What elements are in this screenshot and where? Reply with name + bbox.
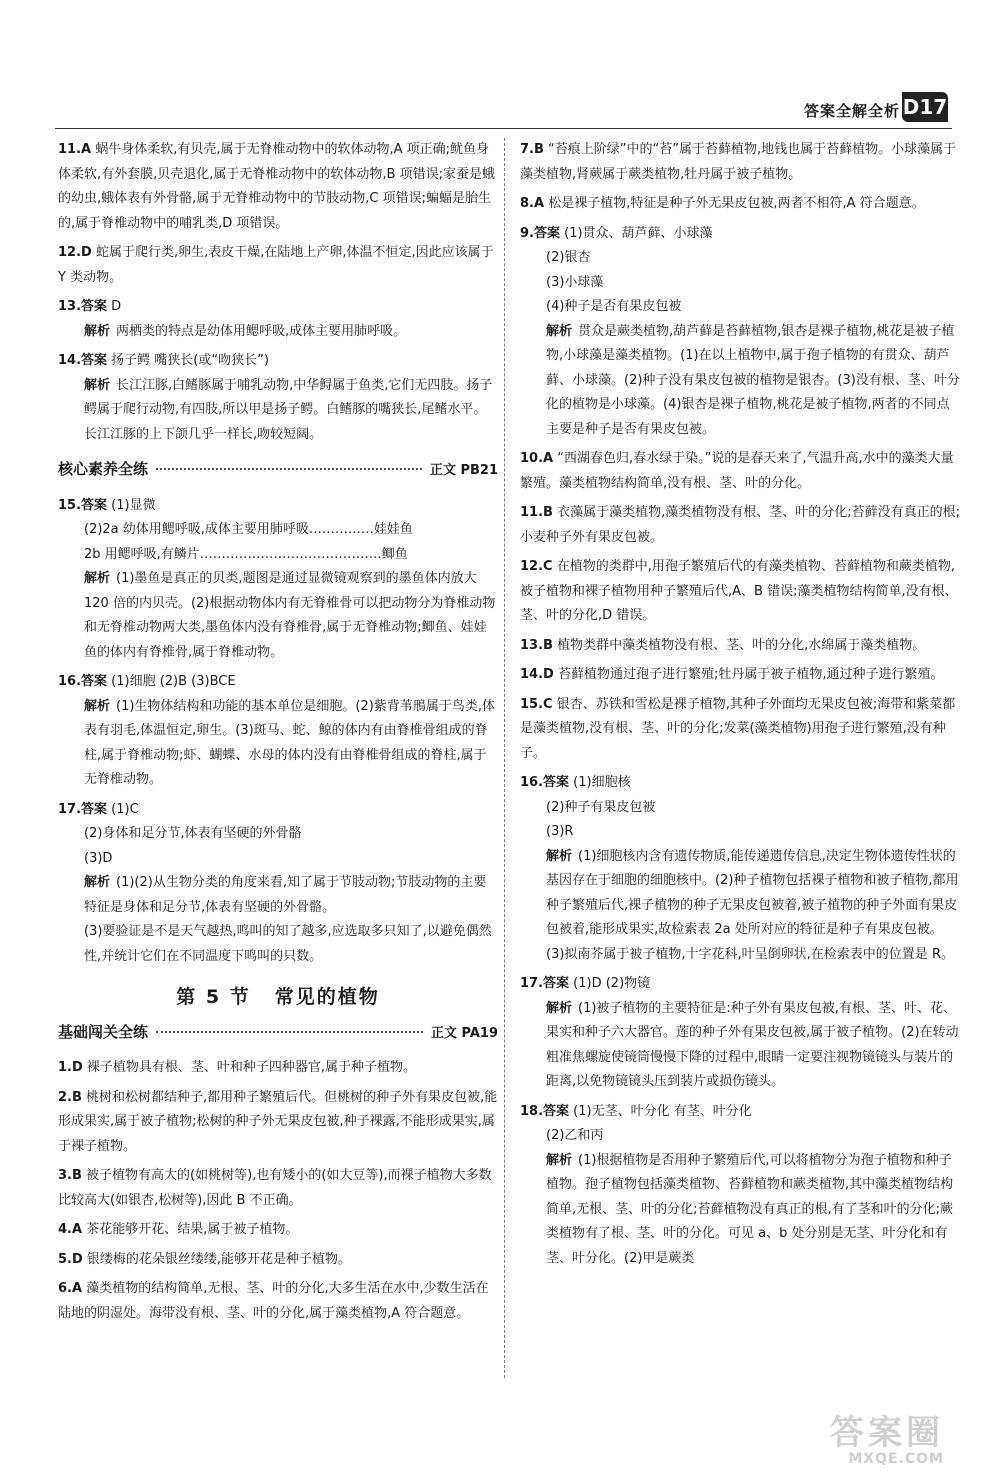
page-number-badge: D17 xyxy=(902,92,948,122)
answer-item xyxy=(520,693,960,767)
answer-item xyxy=(520,501,960,550)
explanation-label: 解析 xyxy=(84,698,111,714)
answer-group-plants-cont xyxy=(520,138,960,1271)
question-number: 4.A xyxy=(58,1222,83,1237)
question-number: 11.A xyxy=(58,142,92,157)
answer-item xyxy=(58,1164,498,1213)
answer-text: (1)贯众、葫芦藓、小球藻 xyxy=(564,225,713,241)
answer-item xyxy=(520,222,960,443)
explanation xyxy=(58,871,498,920)
answer-text: 衣藻属于藻类植物,藻类植物没有根、茎、叶的分化;苔藓没有真正的根;小麦种子外有果皮包被。 xyxy=(520,505,960,545)
explanation xyxy=(58,567,498,665)
explanation xyxy=(520,1149,960,1272)
answer-item xyxy=(58,295,498,344)
answer-item xyxy=(58,241,498,290)
explanation-text: (1)被子植物的主要特征是:种子外有果皮包被,有根、茎、叶、花、果实和种子六大器官。莲的种子外有果皮包被,属于被子植物。(2)在转动粗准焦螺旋使镜筒慢慢下降的过程中,眼睛一定要注视物镜镜头与装片的距离,以免物镜镜头压到装片或损伤镜头。 xyxy=(546,1000,959,1089)
explanation-text: (1)生物体结构和功能的基本单位是细胞。(2)紫背苇鳽属于鸟类,体表有羽毛,体温恒定,卵生。(3)斑马、蛇、鲸的体内有由脊椎骨组成的脊柱,属于脊椎动物;虾、蝴蝶、水母的体内没有由脊椎骨组成的脊柱,属于无脊椎动物。 xyxy=(84,698,495,787)
answer-text: (1)无茎、叶分化 有茎、叶分化 xyxy=(573,1103,752,1119)
answer-line xyxy=(58,1086,498,1160)
answer-line xyxy=(520,447,960,496)
section-title: 核心素养全练 xyxy=(58,460,149,478)
question-number: 2.B xyxy=(58,1089,82,1105)
answer-line xyxy=(58,295,498,320)
question-number: 18.答案 xyxy=(520,1103,570,1119)
question-number: 8.A xyxy=(520,196,545,211)
answer-text: 被子植物有高大的(如桃树等),也有矮小的(如大豆等),而裸子植物大多数比较高大(如银杏,松树等),因此 B 不正确。 xyxy=(58,1168,492,1208)
question-number: 15.C xyxy=(520,696,553,712)
answer-item xyxy=(58,1218,498,1243)
explanation-label: 解析 xyxy=(84,323,111,339)
answer-item xyxy=(520,138,960,187)
explanation xyxy=(58,920,498,969)
explanation xyxy=(520,997,960,1095)
explanation-label: 解析 xyxy=(546,1152,573,1168)
header-title: 答案全解全析 xyxy=(803,102,900,120)
answer-text: 银杏、苏铁和雪松是裸子植物,其种子外面均无果皮包被;海带和紫菜都是藻类植物,没有根、茎、叶的分化;发菜(藻类植物)用孢子进行繁殖,没有种子。 xyxy=(520,696,956,761)
answer-item xyxy=(58,1277,498,1326)
explanation-label: 解析 xyxy=(84,875,111,890)
answer-subline: (3)D xyxy=(84,850,113,866)
answer-group-animals xyxy=(58,138,498,447)
explanation-text: (1)根据植物是否用种子繁殖后代,可以将植物分为孢子植物和种子植物。孢子植物包括藻类植物、苔藓植物和蕨类植物,其中藻类植物结构简单,无根、茎、叶的分化;苔藓植物没有真正的根,有了茎和叶的分化;蕨类植物有了根、茎、叶的分化。可见 a、b 处分别是无茎、叶分化和有茎、叶分化。(2)甲是蕨类 xyxy=(546,1152,954,1266)
question-number: 15.答案 xyxy=(58,497,108,513)
answer-text: 扬子鳄 嘴狭长(或“吻狭长”) xyxy=(111,353,269,368)
site-watermark xyxy=(812,1401,952,1471)
answer-line xyxy=(58,494,498,519)
leader-dots xyxy=(156,468,422,470)
answer-text: “西湖春色归,春水绿于染。”说的是春天来了,气温升高,水中的藻类大量繁殖。藻类植物结构简单,没有根、茎、叶的分化。 xyxy=(520,451,954,491)
answer-subline: (3)小球藻 xyxy=(546,274,604,290)
answer-line xyxy=(520,771,960,796)
answer-text: 裸子植物具有根、茎、叶和种子四种器官,属于种子植物。 xyxy=(86,1060,417,1075)
question-number: 17.答案 xyxy=(520,976,570,991)
answer-item xyxy=(520,663,960,688)
explanation-label: 解析 xyxy=(546,848,573,864)
explanation xyxy=(58,374,498,448)
answer-text: (1)C xyxy=(111,801,139,817)
answer-item xyxy=(520,972,960,1095)
answer-line xyxy=(58,1056,498,1081)
answer-item xyxy=(58,1248,498,1273)
explanation-text: (1)细胞核内含有遗传物质,能传递遗传信息,决定生物体遗传性状的基因存在于细胞的细胞核中。(2)种子植物包括裸子植物和被子植物,都用种子繁殖后代,裸子植物的种子无果皮包被着,被子植物的种子外面有果皮包被着,能形成果实,故检索表 2a 处所对应的特征是种子有果皮包被。(3)拟南芥属于被子植物,十字花科,叶呈倒卵状,在检索表中的位置是 R。 xyxy=(546,848,959,962)
question-number: 13.B xyxy=(520,637,553,653)
answer-line xyxy=(520,634,960,659)
answer-line xyxy=(58,798,498,823)
answer-text: 松是裸子植物,特征是种子外无果皮包被,两者不相符,A 符合题意。 xyxy=(548,196,925,211)
watermark-logo-text: 答案圈 xyxy=(830,1413,944,1453)
answer-text: (1)显微 xyxy=(111,497,156,513)
question-number: 13.答案 xyxy=(58,299,108,314)
answer-text: (1)细胞 (2)B (3)BCE xyxy=(111,674,236,689)
chapter-number: 第 5 节 xyxy=(176,986,251,1008)
answer-text: (1)细胞核 xyxy=(573,775,631,790)
explanation xyxy=(520,320,960,443)
explanation-text: 两栖类的特点是幼体用鳃呼吸,成体主要用肺呼吸。 xyxy=(116,323,407,339)
answer-text: 蛇属于爬行类,卵生,表皮干燥,在陆地上产卵,体温不恒定,因此应该属于 Y 类动物。 xyxy=(58,245,494,285)
left-column xyxy=(58,138,498,1331)
explanation-label: 解析 xyxy=(84,571,111,586)
answer-subline: (2)银杏 xyxy=(546,250,591,265)
question-number: 12.C xyxy=(520,559,553,574)
answer-line xyxy=(58,670,498,695)
answer-item xyxy=(520,771,960,967)
answer-text: 植物类群中藻类植物没有根、茎、叶的分化,水绵属于藻类植物。 xyxy=(557,637,926,653)
header-rule xyxy=(55,128,952,129)
answer-item xyxy=(520,555,960,629)
answer-text: 藻类植物的结构简单,无根、茎、叶的分化,大多生活在水中,少数生活在陆地的阴湿处。海带没有根、茎、叶的分化,属于藻类植物,A 符合题意。 xyxy=(58,1281,489,1321)
section-reference: 正文 PA19 xyxy=(430,1025,498,1041)
answer-subline: (2)2a 幼体用鳃呼吸,成体主要用肺呼吸……………娃娃鱼 xyxy=(84,522,413,537)
column-divider xyxy=(504,138,505,1378)
answer-line xyxy=(58,1164,498,1213)
answer-line xyxy=(520,501,960,550)
answer-line xyxy=(520,693,960,767)
answer-subline: (2)乙和丙 xyxy=(546,1128,604,1143)
question-number: 17.答案 xyxy=(58,801,108,817)
section-heading-core xyxy=(58,457,498,484)
explanation-text: (1)(2)从生物分类的角度来看,知了属于节肢动物;节肢动物的主要特征是身体和足分节,体表有坚硬的外骨骼。 xyxy=(84,875,487,915)
question-number: 10.A xyxy=(520,451,554,466)
answer-item xyxy=(520,1100,960,1272)
answer-line xyxy=(520,663,960,688)
question-number: 7.B xyxy=(520,142,544,157)
answer-line xyxy=(520,1100,960,1125)
answer-item xyxy=(58,138,498,236)
question-number: 3.B xyxy=(58,1168,82,1183)
question-number: 9.答案 xyxy=(520,225,560,241)
answer-item xyxy=(58,349,498,447)
explanation-text: (1)墨鱼是真正的贝类,题图是通过显微镜观察到的墨鱼体内放大 120 倍的内贝壳。(2)根据动物体内有无脊椎骨可以把动物分为脊椎动物和无脊椎动物两大类,墨鱼体内没有脊椎骨,属于无脊椎动物;鲫鱼、娃娃鱼的体内有脊椎骨,属于脊椎动物。 xyxy=(84,571,496,660)
question-number: 11.B xyxy=(520,505,553,520)
answer-text: 苔藓植物通过孢子进行繁殖;牡丹属于被子植物,通过种子进行繁殖。 xyxy=(557,667,944,682)
answer-line xyxy=(520,138,960,187)
explanation-label: 解析 xyxy=(546,323,573,339)
watermark-url: MXQE.COM xyxy=(848,1451,944,1467)
answer-line xyxy=(58,1218,498,1243)
question-number: 12.D xyxy=(58,245,92,260)
answer-group-core xyxy=(58,494,498,970)
answer-line xyxy=(58,1277,498,1326)
chapter-title: 常见的植物 xyxy=(274,986,380,1008)
answer-line xyxy=(58,138,498,236)
answer-item xyxy=(520,447,960,496)
answer-text: D xyxy=(111,299,122,314)
explanation-text: (3)要验证是不是天气越热,鸣叫的知了越多,应选取多只知了,以避免偶然性,并统计它们在不同温度下鸣叫的只数。 xyxy=(84,924,492,964)
answer-line xyxy=(58,349,498,374)
section-reference: 正文 PB21 xyxy=(429,463,498,478)
answer-item xyxy=(520,634,960,659)
answer-subline: (2)种子有果皮包被 xyxy=(546,799,656,815)
question-number: 16.答案 xyxy=(520,775,570,790)
question-number: 16.答案 xyxy=(58,674,108,689)
answer-text: (1)D (2)物镜 xyxy=(573,976,651,991)
answer-item xyxy=(58,670,498,793)
question-number: 6.A xyxy=(58,1281,83,1296)
explanation xyxy=(58,695,498,793)
answer-text: 蜗牛身体柔软,有贝壳,属于无脊椎动物中的软体动物,A 项正确;鱿鱼身体柔软,有外套膜,贝壳退化,属于无脊椎动物中的软体动物,B 项错误;家蚕是蛾的幼虫,蛾体表有外骨骼,属于无脊椎动物中的节肢动物,C 项错误;蝙蝠是胎生的,属于脊椎动物中的哺乳类,D 项错误。 xyxy=(58,142,495,231)
right-column xyxy=(520,138,960,1276)
explanation-label: 解析 xyxy=(84,377,111,393)
question-number: 14.D xyxy=(520,667,554,682)
answer-item xyxy=(58,1056,498,1081)
section-heading-basic xyxy=(58,1020,498,1047)
answer-subline: 2b 用鳃呼吸,有鳞片……………………………………鲫鱼 xyxy=(84,546,408,562)
answer-item xyxy=(520,192,960,217)
answer-item xyxy=(58,1086,498,1160)
answer-subline: (2)身体和足分节,体表有坚硬的外骨骼 xyxy=(84,826,302,841)
explanation-label: 解析 xyxy=(546,1000,573,1016)
answer-group-plants xyxy=(58,1056,498,1326)
answer-line xyxy=(520,972,960,997)
question-number: 14.答案 xyxy=(58,353,108,368)
answer-line xyxy=(520,192,960,217)
question-number: 1.D xyxy=(58,1060,83,1075)
explanation xyxy=(58,320,498,345)
leader-dots xyxy=(156,1031,423,1033)
answer-line xyxy=(58,241,498,290)
answer-item xyxy=(58,798,498,970)
chapter-heading xyxy=(58,985,498,1010)
answer-text: 茶花能够开花、结果,属于被子植物。 xyxy=(86,1222,299,1237)
answer-text: 银缕梅的花朵银丝缕缕,能够开花是种子植物。 xyxy=(86,1251,352,1267)
explanation-text: 长江江豚,白鳍豚属于哺乳动物,中华鲟属于鱼类,它们无四肢。扬子鳄属于爬行动物,有四肢,所以甲是扬子鳄。白鳍豚的嘴狭长,尾鳍水平。长江江豚的上下颌几乎一样长,吻较短阔。 xyxy=(84,377,493,442)
answer-item xyxy=(58,494,498,666)
explanation-text: 贯众是蕨类植物,葫芦藓是苔藓植物,银杏是裸子植物,桃花是被子植物,小球藻是藻类植物。(1)在以上植物中,属于孢子植物的有贯众、葫芦藓、小球藻。(2)种子没有果皮包被的植物是银杏。(3)没有根、茎、叶分化的植物是小球藻。(4)银杏是裸子植物,桃花是被子植物,两者的不同点主要是种子是否有果皮包被。 xyxy=(546,323,960,437)
section-title: 基础闯关全练 xyxy=(58,1022,149,1041)
answer-line xyxy=(58,1248,498,1273)
answer-line xyxy=(520,222,960,247)
answer-subline: (4)种子是否有果皮包被 xyxy=(546,299,682,314)
answer-text: 在植物的类群中,用孢子繁殖后代的有藻类植物、苔藓植物和蕨类植物,被子植物和裸子植物用种子繁殖后代,A、B 错误;藻类植物结构简单,没有根、茎、叶的分化,D 错误。 xyxy=(520,559,958,623)
answer-line xyxy=(520,555,960,629)
explanation xyxy=(520,845,960,968)
answer-subline: (3)R xyxy=(546,824,574,839)
answer-text: 桃树和松树都结种子,都用种子繁殖后代。但桃树的种子外有果皮包被,能形成果实,属于被子植物;松树的种子外无果皮包被,种子裸露,不能形成果实,属于裸子植物。 xyxy=(58,1089,498,1154)
answer-text: “苔痕上阶绿”中的“苔”属于苔藓植物,地钱也属于苔藓植物。小球藻属于藻类植物,肾蕨属于蕨类植物,牡丹属于被子植物。 xyxy=(520,142,957,182)
question-number: 5.D xyxy=(58,1251,83,1267)
